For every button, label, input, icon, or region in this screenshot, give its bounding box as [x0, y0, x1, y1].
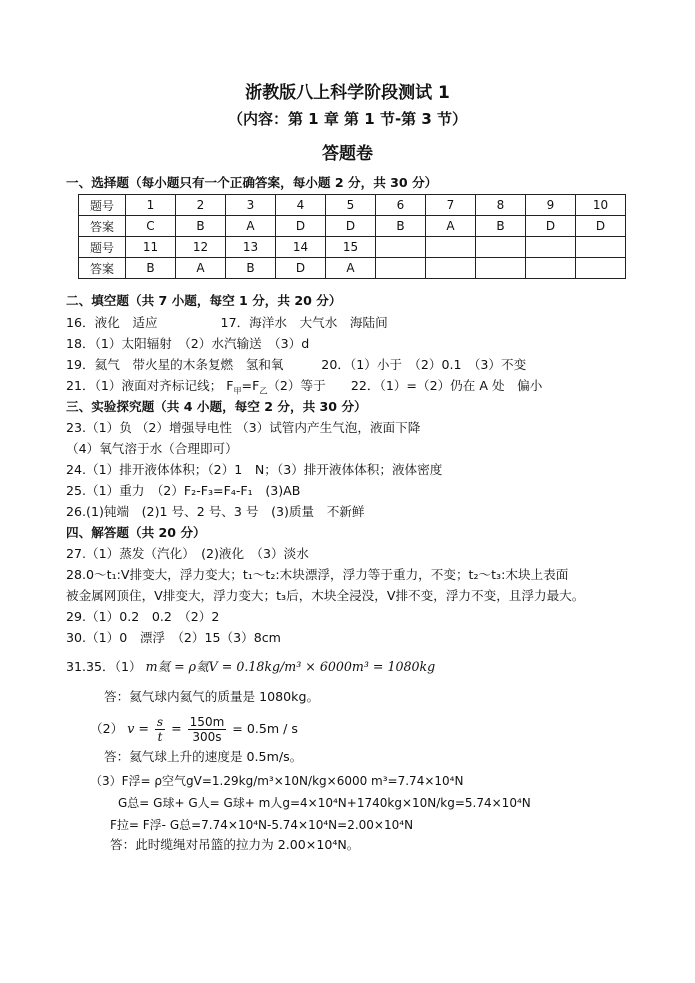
table-cell: 12 [176, 237, 226, 258]
table-cell: B [126, 258, 176, 279]
table-cell: B [476, 216, 526, 237]
fraction-values [188, 715, 227, 744]
table-cell: 2 [176, 195, 226, 216]
table-row [79, 258, 626, 279]
answer-line-25: 25.（1）重力 （2）F₂-F₃=F₄-F₁ (3)AB [66, 483, 301, 498]
table-cell: 11 [126, 237, 176, 258]
table-cell: D [526, 216, 576, 237]
row-label-q1: 题号 [79, 195, 126, 216]
table-cell: 3 [226, 195, 276, 216]
table-cell: A [426, 216, 476, 237]
row-label-a2: 答案 [79, 258, 126, 279]
row-label-q2: 题号 [79, 237, 126, 258]
answer-line-23: 23.（1）负 （2）增强导电性 （3）试管内产生气泡，液面下降 [66, 420, 421, 435]
table-row [79, 216, 626, 237]
table-cell [526, 258, 576, 279]
table-cell: 8 [476, 195, 526, 216]
table-cell: B [226, 258, 276, 279]
answer-line-24: 24.（1）排开液体体积；（2）1 N；（3）排开液体体积；液体密度 [66, 462, 443, 477]
answer-line-16: 16．液化 适应 17．海洋水 大气水 海陆间 [66, 315, 388, 330]
answer-line-30: 30.（1）0 漂浮 （2）15（3）8cm [66, 630, 281, 645]
table-cell: B [376, 216, 426, 237]
answer-line-31-2 [90, 713, 298, 745]
answer-line-19: 19．氦气 带火星的木条复燃 氢和氧 20．（1）小于 （2）0.1 （3）不变 [66, 357, 527, 372]
table-cell: A [326, 258, 376, 279]
answer-line-28a: 28.0～t₁:V排变大，浮力变大；t₁～t₂:木块漂浮，浮力等于重力，不变；t₂～t₃:木块上表面 [66, 567, 569, 582]
table-cell [426, 237, 476, 258]
table-cell: 14 [276, 237, 326, 258]
section3-heading: 三、实验探究题（共 4 小题，每空 2 分，共 30 分） [66, 399, 367, 414]
table-cell: 9 [526, 195, 576, 216]
table-cell: 5 [326, 195, 376, 216]
section4-heading: 四、解答题（共 20 分） [66, 525, 206, 540]
fraction-s-over-t [155, 715, 165, 744]
table-cell [576, 258, 626, 279]
table-cell: B [176, 216, 226, 237]
table-cell: D [576, 216, 626, 237]
answer-31-2-prefix: （2） [90, 721, 124, 736]
table-cell [476, 258, 526, 279]
answer-21-part: =F [241, 378, 260, 393]
answer-line-18: 18．（1）太阳辐射 （2）水汽输送 （3）d [66, 336, 310, 351]
table-cell [576, 237, 626, 258]
answer-table [78, 194, 626, 279]
section2-heading: 二、填空题（共 7 小题，每空 1 分，共 20 分） [66, 293, 342, 308]
answer-31-prefix: 31.35．（1） [66, 659, 142, 674]
table-cell: 7 [426, 195, 476, 216]
table-cell: A [226, 216, 276, 237]
page-title: 浙教版八上科学阶段测试 1 [245, 83, 450, 103]
answer-line-26: 26.(1)钝端 (2)1 号、2 号、3 号 (3)质量 不新鲜 [66, 504, 365, 519]
table-cell: C [126, 216, 176, 237]
table-cell [526, 237, 576, 258]
answer-line-27: 27.（1）蒸发（汽化） (2)液化 （3）淡水 [66, 546, 309, 561]
table-row [79, 237, 626, 258]
table-cell: 10 [576, 195, 626, 216]
subscript-jia: 甲 [233, 386, 242, 396]
table-cell [376, 237, 426, 258]
answer-31-2-conclusion: 答：氦气球上升的速度是 0.5m/s。 [104, 749, 303, 764]
answer-line-23b: （4）氧气溶于水（合理即可） [66, 441, 238, 456]
table-row [79, 195, 626, 216]
fraction-numerator: 150m [189, 715, 225, 729]
answer-line-28b: 被金属网顶住，V排变大，浮力变大；t₃后，木块全浸没，V排不变，浮力不变，且浮力最大。 [66, 588, 585, 603]
table-cell: 4 [276, 195, 326, 216]
answer-21-part: 21．（1）液面对齐标记线； F [66, 378, 234, 393]
answer-31-3-tension: F拉= F浮- G总=7.74×10⁴N-5.74×10⁴N=2.00×10⁴N [110, 818, 414, 832]
answer-31-1-conclusion: 答：氦气球内氦气的质量是 1080kg。 [104, 689, 320, 704]
velocity-symbol: v = [127, 721, 149, 736]
fraction-denominator: t [157, 730, 163, 744]
doc-type-label: 答题卷 [322, 144, 373, 164]
formula-helium-mass: m氦 = ρ氦V = 0.18kg/m³ × 6000m³ = 1080kg [145, 659, 436, 674]
table-cell: 1 [126, 195, 176, 216]
table-cell: A [176, 258, 226, 279]
velocity-result: = 0.5m / s [232, 721, 298, 736]
table-cell: D [276, 216, 326, 237]
table-cell [426, 258, 476, 279]
table-cell: 13 [226, 237, 276, 258]
table-cell: D [326, 216, 376, 237]
page-subtitle: （内容：第 1 章 第 1 节-第 3 节） [227, 110, 468, 128]
section1-heading: 一、选择题（每小题只有一个正确答案，每小题 2 分，共 30 分） [66, 175, 438, 190]
answer-21-part: （2）等于 22．（1）=（2）仍在 A 处 偏小 [267, 378, 543, 393]
answer-line-29: 29.（1）0.2 0.2 （2）2 [66, 609, 220, 624]
answer-31-3-conclusion: 答：此时缆绳对吊篮的拉力为 2.00×10⁴N。 [110, 837, 360, 852]
answer-line-21 [66, 377, 542, 401]
table-cell [376, 258, 426, 279]
table-cell: 15 [326, 237, 376, 258]
subscript-yi: 乙 [259, 386, 268, 396]
table-cell: D [276, 258, 326, 279]
table-cell: 6 [376, 195, 426, 216]
row-label-a1: 答案 [79, 216, 126, 237]
answer-line-31-1 [66, 658, 435, 676]
answer-31-3-buoyancy: （3）F浮= ρ空气gV=1.29kg/m³×10N/kg×6000 m³=7.74×10⁴N [90, 774, 464, 788]
equals-sign: = [171, 721, 182, 736]
fraction-numerator: s [156, 715, 164, 729]
fraction-denominator: 300s [192, 730, 222, 744]
table-cell [476, 237, 526, 258]
answer-31-3-total-weight: G总= G球+ G人= G球+ m人g=4×10⁴N+1740kg×10N/kg=5.74×10⁴N [118, 796, 531, 810]
